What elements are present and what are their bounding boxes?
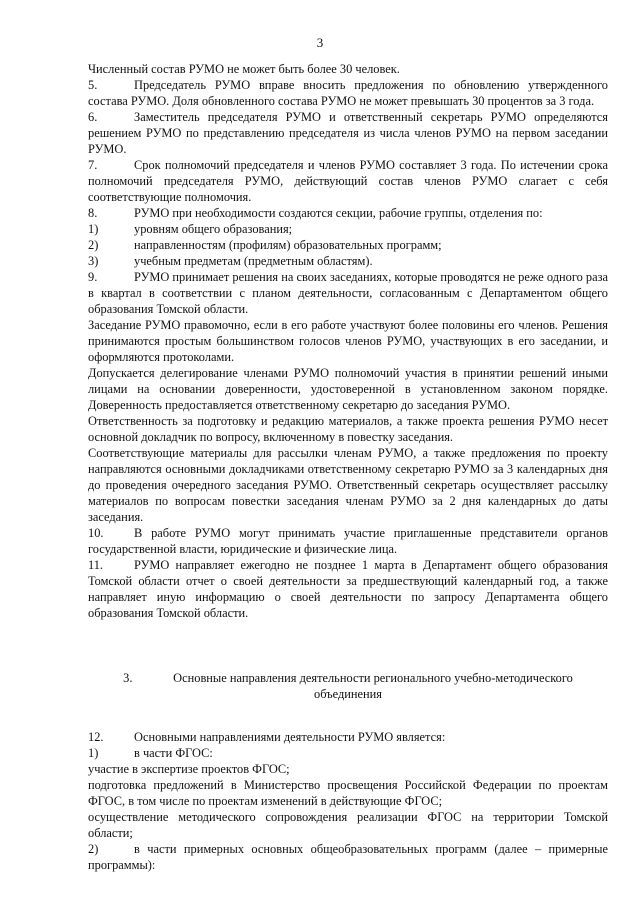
paragraph <box>88 157 608 205</box>
list-item <box>88 221 608 237</box>
paragraph-text: участие в экспертизе проектов ФГОС; <box>88 762 290 776</box>
paragraph-number: 12. <box>88 730 104 744</box>
paragraph <box>88 729 608 745</box>
paragraph-text: РУМО при необходимости создаются секции, рабочие группы, отделения по: <box>134 206 543 220</box>
paragraph <box>88 77 608 109</box>
paragraph <box>88 809 608 841</box>
paragraph-text: Срок полномочий председателя и членов РУМО составляет 3 года. По истечении срока полномочий председателя РУМО, действующий состав членов РУМО слагает с себя соответствующие полномочия. <box>88 158 608 204</box>
paragraph <box>88 413 608 445</box>
paragraph-text: Заместитель председателя РУМО и ответственный секретарь РУМО определяются решением РУМО по представлению председателя из числа членов РУМО на первом заседании РУМО. <box>88 110 608 156</box>
paragraph <box>88 841 608 873</box>
paragraph-number: 8. <box>88 206 98 220</box>
paragraph-number: 2) <box>88 842 99 856</box>
paragraph <box>88 61 608 77</box>
list-item-number: 2) <box>88 238 99 252</box>
list-item <box>88 237 608 253</box>
list-item-text: учебным предметам (предметным областям). <box>134 254 373 268</box>
document-body <box>88 61 608 873</box>
paragraph-number: 7. <box>88 158 98 172</box>
section-gap <box>88 621 608 670</box>
section-number: 3. <box>123 671 133 685</box>
paragraph-number: 5. <box>88 78 98 92</box>
paragraph-text: В работе РУМО могут принимать участие приглашенные представители органов государственной власти, юридические и физические лица. <box>88 526 608 556</box>
list-item-number: 3) <box>88 254 99 268</box>
section-gap <box>88 702 608 729</box>
paragraph <box>88 777 608 809</box>
paragraph <box>88 525 608 557</box>
list-item <box>88 253 608 269</box>
paragraph-text: Соответствующие материалы для рассылки членам РУМО, а также предложения по проекту направляются основными докладчиками ответственному секретарю РУМО за 3 календарных дня до проведения очередного заседания РУМО. Ответственный секретарь осуществляет рассылку материалов по вопросам повестки заседания членам РУМО за 2 дня календарных до даты заседания. <box>88 446 608 524</box>
paragraph-number: 6. <box>88 110 98 124</box>
paragraph-number: 9. <box>88 270 98 284</box>
paragraph <box>88 445 608 525</box>
paragraph-text: РУМО направляет ежегодно не позднее 1 марта в Департамент общего образования Томской области отчет о своей деятельности за предшествующий календарный год, а также направляет иную информацию о своей деятельности по запросу Департамента общего образования Томской области. <box>88 558 608 620</box>
section-title: Основные направления деятельности регионального учебно-методического объединения <box>173 671 573 701</box>
paragraph-text: Ответственность за подготовку и редакцию материалов, а также проекта решения РУМО несет основной докладчик по вопросу, включенному в повестку заседания. <box>88 414 608 444</box>
paragraph <box>88 365 608 413</box>
paragraph-number: 1) <box>88 746 99 760</box>
section-heading <box>88 670 608 702</box>
paragraph <box>88 761 608 777</box>
paragraph-text: Председатель РУМО вправе вносить предложения по обновлению утвержденного состава РУМО. Доля обновленного состава РУМО не может превышать 30 процентов за 3 года. <box>88 78 608 108</box>
paragraph-text: Численный состав РУМО не может быть более 30 человек. <box>88 62 400 76</box>
paragraph <box>88 745 608 761</box>
list-item-number: 1) <box>88 222 99 236</box>
paragraph-text: Заседание РУМО правомочно, если в его работе участвуют более половины его членов. Решения принимаются простым большинством голосов членов РУМО, участвующих в его заседании, и оформляются протоколами. <box>88 318 608 364</box>
paragraph <box>88 317 608 365</box>
paragraph-text: Допускается делегирование членами РУМО полномочий участия в принятии решений иными лицами на основании доверенности, удостоверенной в установленном законом порядке. Доверенность предоставляется ответственному секретарю до заседания РУМО. <box>88 366 608 412</box>
paragraph-text: подготовка предложений в Министерство просвещения Российской Федерации по проектам ФГОС, в том числе по проектам изменений в действующие ФГОС; <box>88 778 608 808</box>
paragraph-number: 10. <box>88 526 104 540</box>
paragraph <box>88 205 608 221</box>
list-item-text: уровням общего образования; <box>134 222 293 236</box>
paragraph-text: в части ФГОС: <box>134 746 213 760</box>
paragraph-text: в части примерных основных общеобразовательных программ (далее – примерные программы): <box>88 842 608 872</box>
paragraph <box>88 269 608 317</box>
paragraph <box>88 557 608 621</box>
page-number: 3 <box>316 35 324 50</box>
paragraph <box>88 109 608 157</box>
list-item-text: направленностям (профилям) образовательных программ; <box>134 238 442 252</box>
paragraph-text: РУМО принимает решения на своих заседаниях, которые проводятся не реже одного раза в квартал в соответствии с планом деятельности, согласованным с Департаментом общего образования Томской области. <box>88 270 608 316</box>
paragraph-text: осуществление методического сопровождения реализации ФГОС на территории Томской области; <box>88 810 608 840</box>
paragraph-number: 11. <box>88 558 104 572</box>
paragraph-text: Основными направлениями деятельности РУМО является: <box>134 730 446 744</box>
